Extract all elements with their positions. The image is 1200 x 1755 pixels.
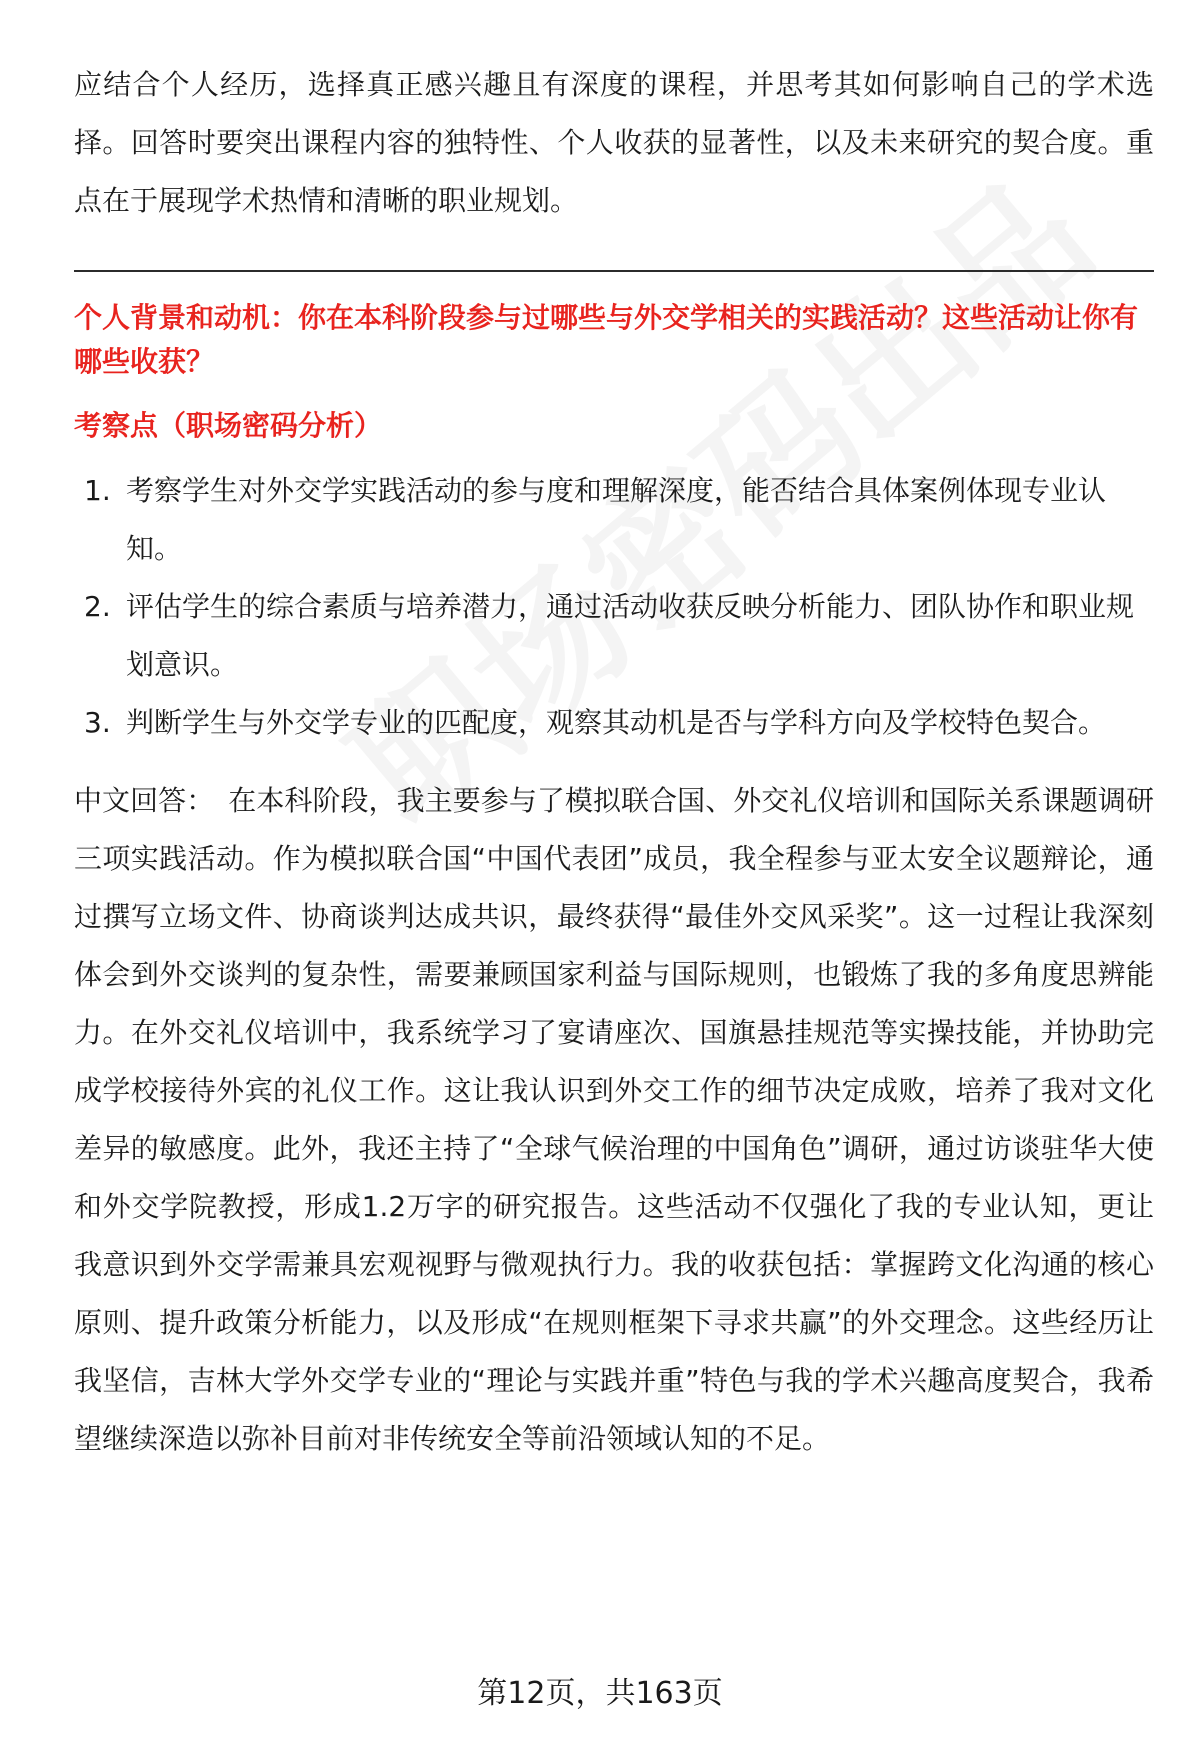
list-number: 1.: [84, 474, 111, 507]
list-text: 判断学生与外交学专业的匹配度，观察其动机是否与学科方向及学校特色契合。: [126, 706, 1107, 739]
assessment-points: [74, 462, 1154, 752]
list-text: 评估学生的综合素质与培养潜力，通过活动收获反映分析能力、团队协作和职业规划意识。: [126, 590, 1135, 681]
intro-paragraph: 应结合个人经历，选择真正感兴趣且有深度的课程，并思考其如何影响自己的学术选择。回答时要突出课程内容的独特性、个人收获的显著性，以及未来研究的契合度。重点在于展现学术热情和清晰的职业规划。: [74, 68, 1154, 217]
page-footer: 第12页，共163页: [477, 1676, 723, 1711]
list-item: [74, 462, 1154, 578]
answer-label: 中文回答：: [74, 784, 215, 817]
assessment-heading: 考察点（职场密码分析）: [74, 409, 383, 442]
answer-text: 在本科阶段，我主要参与了模拟联合国、外交礼仪培训和国际关系课题调研三项实践活动。作为模拟联合国“中国代表团”成员，我全程参与亚太安全议题辩论，通过撰写立场文件、协商谈判达成共识，最终获得“最佳外交风采奖”。这一过程让我深刻体会到外交谈判的复杂性，需要兼顾国家利益与国际规则，也锻炼了我的多角度思辨能力。在外交礼仪培训中，我系统学习了宴请座次、国旗悬挂规范等实操技能，并协助完成学校接待外宾的礼仪工作。这让我认识到外交工作的细节决定成败，培养了我对文化差异的敏感度。此外，我还主持了“全球气候治理的中国角色”调研，通过访谈驻华大使和外交学院教授，形成1.2万字的研究报告。这些活动不仅强化了我的专业认知，更让我意识到外交学需兼具宏观视野与微观执行力。我的收获包括：掌握跨文化沟通的核心原则、提升政策分析能力，以及形成“在规则框架下寻求共赢”的外交理念。这些经历让我坚信，吉林大学外交学专业的“理论与实践并重”特色与我的学术兴趣高度契合，我希望继续深造以弥补目前对非传统安全等前沿领域认知的不足。: [74, 784, 1154, 1455]
list-item: [74, 694, 1154, 752]
answer-paragraph: [74, 772, 1154, 1468]
list-text: 考察学生对外交学实践活动的参与度和理解深度，能否结合具体案例体现专业认知。: [126, 474, 1107, 565]
list-number: 3.: [84, 706, 111, 739]
list-number: 2.: [84, 590, 111, 623]
list-item: [74, 578, 1154, 694]
section-divider: [74, 270, 1154, 272]
question-heading: 个人背景和动机：你在本科阶段参与过哪些与外交学相关的实践活动？这些活动让你有哪些收获？: [74, 301, 1139, 378]
page-content: [74, 56, 1154, 1468]
